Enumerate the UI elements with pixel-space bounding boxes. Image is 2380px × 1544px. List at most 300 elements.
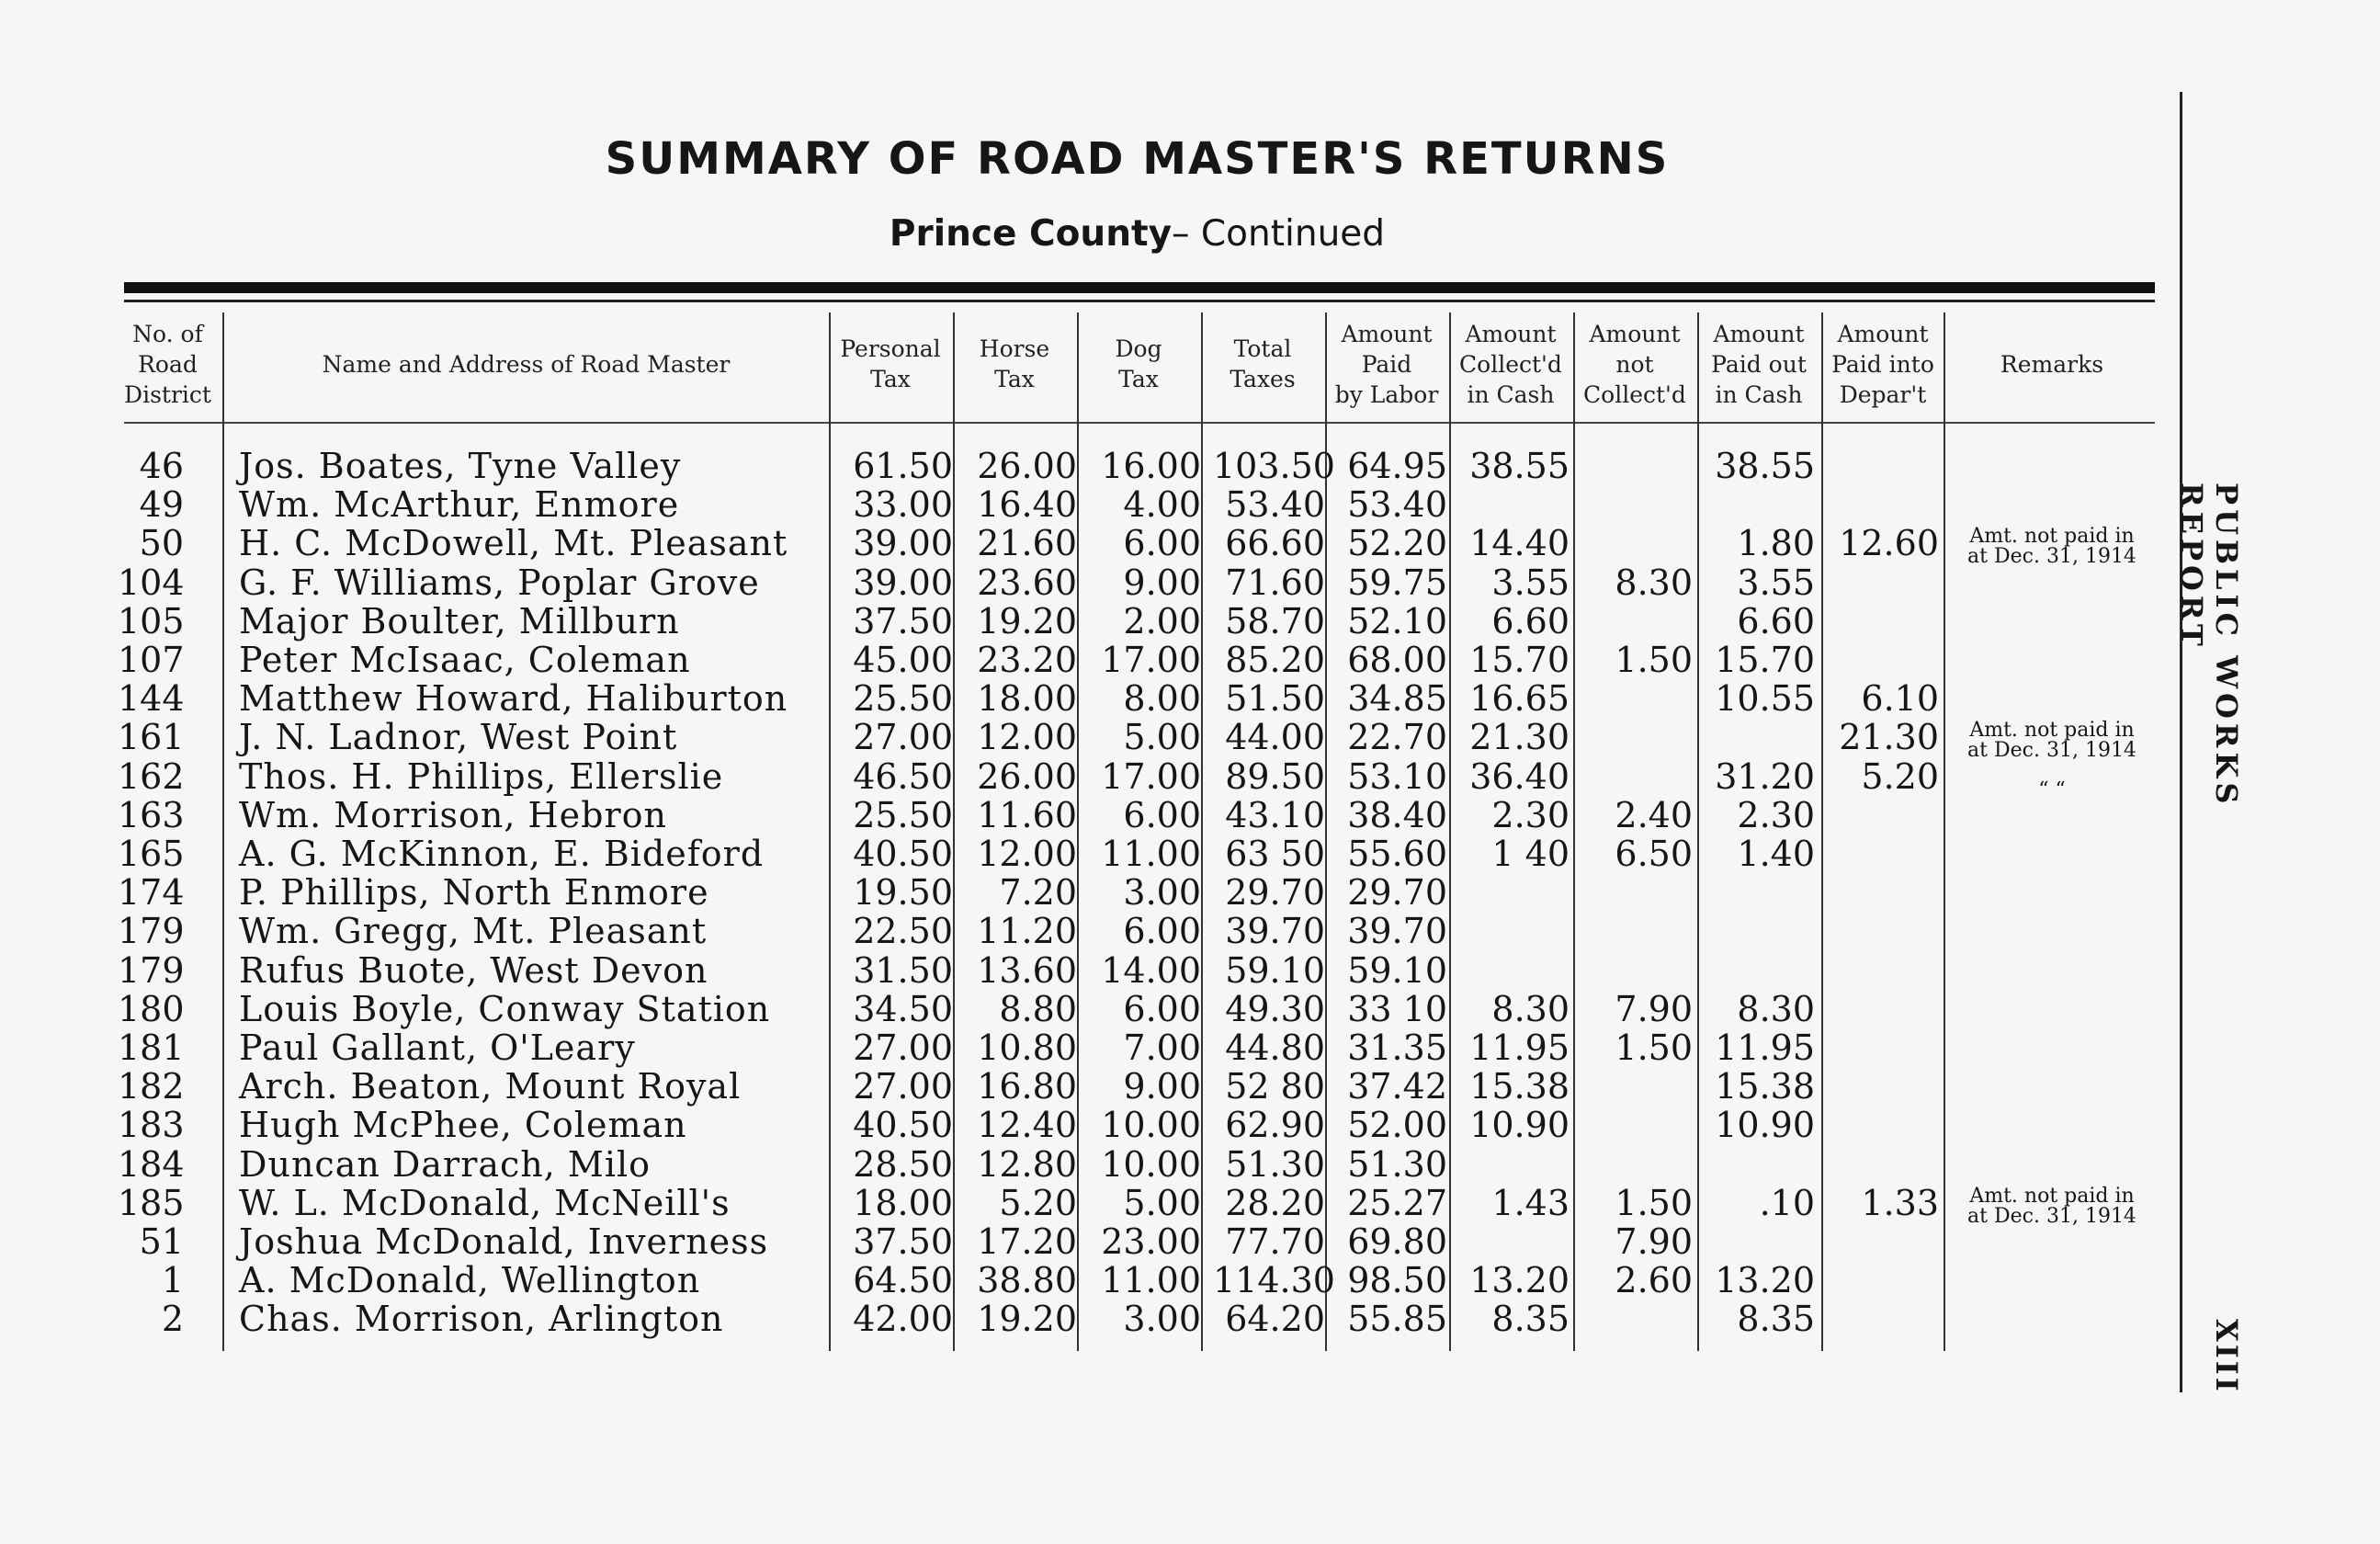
personal-tax-cell: 27.00 (853, 717, 953, 758)
dog-tax-cell: 3.00 (1123, 1299, 1201, 1340)
horse-tax-cell: 26.00 (977, 755, 1077, 797)
dog-tax-cell: 16.00 (1101, 446, 1201, 486)
collected-in-cash-cell: 3.55 (1491, 562, 1570, 603)
road-master-cell: W. L. McDonald, McNeill's (239, 1182, 731, 1223)
dog-tax-cell: 9.00 (1123, 562, 1201, 603)
not-collected-cell: 8.30 (1615, 562, 1693, 603)
table-row (0, 602, 2380, 641)
collected-in-cash-cell: 38.55 (1469, 446, 1570, 486)
total-taxes-cell: 29.70 (1225, 872, 1325, 914)
collected-in-cash-cell: 21.30 (1469, 717, 1570, 758)
paid-by-labor-cell: 68.00 (1347, 640, 1447, 680)
paid-by-labor-cell: 51.30 (1347, 1143, 1447, 1185)
road-master-cell: Joshua McDonald, Inverness (239, 1221, 769, 1262)
district-cell: 49 (139, 484, 184, 526)
not-collected-cell: 7.90 (1615, 988, 1693, 1029)
table-row (0, 912, 2380, 950)
paid-out-in-cash-cell: 10.90 (1715, 1105, 1815, 1146)
paid-by-labor-cell: 64.95 (1347, 446, 1447, 486)
collected-in-cash-cell: 10.90 (1469, 1105, 1570, 1146)
not-collected-cell (1581, 524, 1693, 562)
paid-into-department-cell (1827, 990, 1939, 1028)
paid-out-in-cash-cell: 11.95 (1715, 1027, 1815, 1068)
paid-into-department-cell: 12.60 (1839, 523, 1939, 564)
collected-in-cash-cell: 15.70 (1469, 640, 1570, 680)
total-taxes-cell: 44.80 (1225, 1027, 1325, 1068)
not-collected-cell (1581, 1067, 1693, 1106)
district-cell: 162 (118, 755, 185, 797)
personal-tax-cell: 45.00 (853, 640, 953, 680)
horse-tax-cell: 12.00 (977, 717, 1077, 758)
table-row (0, 1261, 2380, 1300)
total-taxes-cell: 51.50 (1225, 678, 1325, 720)
dog-tax-cell: 5.00 (1123, 717, 1201, 758)
collected-in-cash-cell: 36.40 (1469, 755, 1570, 797)
paid-by-labor-cell: 55.85 (1347, 1299, 1447, 1340)
district-cell: 165 (118, 834, 185, 874)
paid-into-department-cell (1827, 912, 1939, 950)
dog-tax-cell: 8.00 (1123, 678, 1201, 720)
collected-in-cash-cell: 13.20 (1469, 1260, 1570, 1301)
collected-in-cash-cell (1457, 1145, 1570, 1184)
paid-out-in-cash-cell: .10 (1759, 1182, 1815, 1223)
horse-tax-cell: 12.40 (977, 1105, 1077, 1146)
header-paid-by-labor: Amount Paid by Labor (1334, 320, 1439, 408)
horse-tax-cell: 23.20 (977, 640, 1077, 680)
page-number: XIII (2209, 1319, 2244, 1394)
table-row (0, 873, 2380, 912)
paid-by-labor-cell: 59.10 (1347, 949, 1447, 991)
paid-out-in-cash-cell (1703, 951, 1815, 990)
paid-out-in-cash-cell: 6.60 (1737, 600, 1815, 641)
personal-tax-cell: 34.50 (853, 988, 953, 1029)
page-subtitle (119, 213, 2155, 255)
horse-tax-cell: 5.20 (999, 1182, 1077, 1223)
paid-into-department-cell (1827, 641, 1939, 679)
horse-tax-cell: 19.20 (977, 1299, 1077, 1340)
dog-tax-cell: 11.00 (1101, 834, 1201, 874)
horse-tax-cell: 23.60 (977, 562, 1077, 603)
not-collected-cell (1581, 1106, 1693, 1144)
paid-by-labor-cell: 37.42 (1347, 1066, 1447, 1107)
not-collected-cell (1581, 1300, 1693, 1338)
table-row (0, 755, 2380, 801)
district-cell: 46 (139, 446, 184, 486)
road-master-cell: Peter McIsaac, Coleman (239, 640, 691, 680)
paid-into-department-cell: 21.30 (1839, 717, 1939, 758)
dog-tax-cell: 5.00 (1123, 1182, 1201, 1223)
horse-tax-cell: 7.20 (999, 872, 1077, 914)
paid-into-department-cell: 6.10 (1861, 678, 1939, 720)
not-collected-cell: 2.60 (1615, 1260, 1693, 1301)
not-collected-cell (1581, 602, 1693, 641)
district-cell: 181 (118, 1027, 185, 1068)
horse-tax-cell: 17.20 (977, 1221, 1077, 1262)
not-collected-cell (1581, 447, 1693, 485)
horse-tax-cell: 16.40 (977, 484, 1077, 526)
total-taxes-cell: 62.90 (1225, 1105, 1325, 1146)
paid-by-labor-cell: 98.50 (1347, 1260, 1447, 1301)
paid-out-in-cash-cell: 38.55 (1715, 446, 1815, 486)
district-cell: 50 (139, 523, 184, 564)
road-master-cell: Rufus Buote, West Devon (239, 949, 708, 991)
dog-tax-cell: 9.00 (1123, 1066, 1201, 1107)
personal-tax-cell: 39.00 (853, 562, 953, 603)
collected-in-cash-cell: 16.65 (1469, 678, 1570, 720)
road-master-cell: Louis Boyle, Conway Station (239, 988, 771, 1029)
total-taxes-cell: 71.60 (1225, 562, 1325, 603)
dog-tax-cell: 4.00 (1123, 484, 1201, 526)
total-taxes-cell: 44.00 (1225, 717, 1325, 758)
not-collected-cell (1581, 873, 1693, 912)
collected-in-cash-cell: 8.30 (1491, 988, 1570, 1029)
dog-tax-cell: 6.00 (1123, 794, 1201, 835)
not-collected-cell: 6.50 (1615, 834, 1693, 874)
table-row (0, 447, 2380, 485)
district-cell: 161 (118, 717, 185, 758)
paid-out-in-cash-cell (1703, 873, 1815, 912)
horse-tax-cell: 26.00 (977, 446, 1077, 486)
paid-into-department-cell (1827, 1222, 1939, 1261)
not-collected-cell (1581, 485, 1693, 524)
dog-tax-cell: 11.00 (1101, 1260, 1201, 1301)
table-row (0, 796, 2380, 834)
personal-tax-cell: 42.00 (853, 1299, 953, 1340)
personal-tax-cell: 27.00 (853, 1027, 953, 1068)
district-cell: 1 (161, 1260, 184, 1301)
table-row (0, 1067, 2380, 1106)
table-row (0, 485, 2380, 524)
road-master-cell: Wm. Gregg, Mt. Pleasant (239, 911, 708, 952)
total-taxes-cell: 49.30 (1225, 988, 1325, 1029)
horse-tax-cell: 12.80 (977, 1143, 1077, 1185)
road-master-cell: P. Phillips, North Enmore (239, 872, 709, 914)
paid-into-department-cell (1827, 951, 1939, 990)
paid-out-in-cash-cell: 8.30 (1737, 988, 1815, 1029)
personal-tax-cell: 19.50 (853, 872, 953, 914)
dog-tax-cell: 6.00 (1123, 911, 1201, 952)
district-cell: 104 (118, 562, 185, 603)
personal-tax-cell: 25.50 (853, 794, 953, 835)
road-master-cell: J. N. Ladnor, West Point (239, 717, 678, 758)
not-collected-cell: 1.50 (1615, 640, 1693, 680)
personal-tax-cell: 33.00 (853, 484, 953, 526)
header-dog-tax: Dog Tax (1115, 335, 1162, 392)
paid-by-labor-cell: 29.70 (1347, 872, 1447, 914)
personal-tax-cell: 31.50 (853, 949, 953, 991)
total-taxes-cell: 64.20 (1225, 1299, 1325, 1340)
paid-by-labor-cell: 52.10 (1347, 600, 1447, 641)
personal-tax-cell: 40.50 (853, 1105, 953, 1146)
table-row (0, 1222, 2380, 1261)
county-name: Prince County (889, 213, 1173, 255)
paid-into-department-cell (1827, 1300, 1939, 1338)
personal-tax-cell: 39.00 (853, 523, 953, 564)
dog-tax-cell: 10.00 (1101, 1105, 1201, 1146)
collected-in-cash-cell (1457, 951, 1570, 990)
paid-by-labor-cell: 38.40 (1347, 794, 1447, 835)
remark-cell: Amt. not paid in at Dec. 31, 1914 (1967, 719, 2136, 763)
district-cell: 174 (118, 872, 185, 914)
header-collected-in-cash: Amount Collect'd in Cash (1459, 320, 1562, 408)
district-cell: 184 (118, 1143, 185, 1185)
paid-into-department-cell (1827, 1106, 1939, 1144)
paid-out-in-cash-cell: 1.80 (1737, 523, 1815, 564)
not-collected-cell: 2.40 (1615, 794, 1693, 835)
paid-out-in-cash-cell (1703, 718, 1815, 756)
personal-tax-cell: 25.50 (853, 678, 953, 720)
total-taxes-cell: 114.30 (1213, 1260, 1335, 1301)
total-taxes-cell: 59.10 (1225, 949, 1325, 991)
paid-by-labor-cell: 69.80 (1347, 1221, 1447, 1262)
dog-tax-cell: 17.00 (1101, 755, 1201, 797)
road-master-cell: A. G. McKinnon, E. Bideford (239, 834, 765, 874)
paid-out-in-cash-cell: 31.20 (1715, 755, 1815, 797)
paid-out-in-cash-cell: 8.35 (1737, 1299, 1815, 1340)
table-row (0, 523, 2380, 569)
header-personal-tax: Personal Tax (840, 335, 941, 392)
personal-tax-cell: 61.50 (853, 446, 953, 486)
remark-cell: “ “ (2038, 778, 2066, 801)
not-collected-cell (1581, 951, 1693, 990)
dog-tax-cell: 2.00 (1123, 600, 1201, 641)
paid-out-in-cash-cell (1703, 912, 1815, 950)
table-row (0, 1028, 2380, 1067)
paid-out-in-cash-cell: 15.38 (1715, 1066, 1815, 1107)
paid-into-department-cell (1827, 873, 1939, 912)
not-collected-cell: 1.50 (1615, 1182, 1693, 1223)
paid-into-department-cell (1827, 1028, 1939, 1067)
dog-tax-cell: 17.00 (1101, 640, 1201, 680)
total-taxes-cell: 43.10 (1225, 794, 1325, 835)
paid-into-department-cell: 5.20 (1861, 755, 1939, 797)
paid-by-labor-cell: 52.00 (1347, 1105, 1447, 1146)
header-total-taxes: Total Taxes (1230, 335, 1296, 392)
horse-tax-cell: 21.60 (977, 523, 1077, 564)
collected-in-cash-cell: 15.38 (1469, 1066, 1570, 1107)
horse-tax-cell: 18.00 (977, 678, 1077, 720)
paid-by-labor-cell: 52.20 (1347, 523, 1447, 564)
road-master-cell: Major Boulter, Millburn (239, 600, 680, 641)
table-row (0, 1106, 2380, 1144)
collected-in-cash-cell: 2.30 (1491, 794, 1570, 835)
paid-into-department-cell (1827, 563, 1939, 602)
district-cell: 2 (161, 1299, 184, 1340)
district-cell: 107 (118, 640, 185, 680)
remark-cell: Amt. not paid in at Dec. 31, 1914 (1967, 1184, 2136, 1228)
horse-tax-cell: 16.80 (977, 1066, 1077, 1107)
district-cell: 105 (118, 600, 185, 641)
not-collected-cell (1581, 1145, 1693, 1184)
not-collected-cell (1581, 679, 1693, 718)
collected-in-cash-cell (1457, 485, 1570, 524)
dog-tax-cell: 23.00 (1101, 1221, 1201, 1262)
margin-rule (2180, 92, 2182, 1392)
paid-out-in-cash-cell: 13.20 (1715, 1260, 1815, 1301)
table-row (0, 1182, 2380, 1228)
horse-tax-cell: 38.80 (977, 1260, 1077, 1301)
paid-into-department-cell: 1.33 (1861, 1182, 1939, 1223)
horse-tax-cell: 19.20 (977, 600, 1077, 641)
paid-into-department-cell (1827, 796, 1939, 834)
personal-tax-cell: 64.50 (853, 1260, 953, 1301)
collected-in-cash-cell: 14.40 (1469, 523, 1570, 564)
header-rule (124, 422, 2155, 424)
personal-tax-cell: 37.50 (853, 600, 953, 641)
paid-into-department-cell (1827, 447, 1939, 485)
header-district: No. of Road District (124, 320, 211, 408)
paid-by-labor-cell: 22.70 (1347, 717, 1447, 758)
district-cell: 163 (118, 794, 185, 835)
collected-in-cash-cell: 6.60 (1491, 600, 1570, 641)
header-paid-out-in-cash: Amount Paid out in Cash (1711, 320, 1807, 408)
personal-tax-cell: 27.00 (853, 1066, 953, 1107)
district-cell: 180 (118, 988, 185, 1029)
remark-cell: Amt. not paid in at Dec. 31, 1914 (1967, 525, 2136, 569)
dog-tax-cell: 14.00 (1101, 949, 1201, 991)
paid-by-labor-cell: 25.27 (1347, 1182, 1447, 1223)
personal-tax-cell: 18.00 (853, 1182, 953, 1223)
road-master-cell: G. F. Williams, Poplar Grove (239, 562, 760, 603)
road-master-cell: Duncan Darrach, Milo (239, 1143, 652, 1185)
total-taxes-cell: 89.50 (1225, 755, 1325, 797)
top-rule-thin (124, 300, 2155, 302)
table-row (0, 1300, 2380, 1338)
road-master-cell: Arch. Beaton, Mount Royal (239, 1066, 742, 1107)
district-cell: 179 (118, 949, 185, 991)
dog-tax-cell: 10.00 (1101, 1143, 1201, 1185)
table-row (0, 1145, 2380, 1184)
dog-tax-cell: 6.00 (1123, 988, 1201, 1029)
road-master-cell: Wm. McArthur, Enmore (239, 484, 680, 526)
paid-by-labor-cell: 31.35 (1347, 1027, 1447, 1068)
paid-by-labor-cell: 59.75 (1347, 562, 1447, 603)
dog-tax-cell: 7.00 (1123, 1027, 1201, 1068)
paid-out-in-cash-cell: 1.40 (1737, 834, 1815, 874)
personal-tax-cell: 40.50 (853, 834, 953, 874)
table-row (0, 990, 2380, 1028)
total-taxes-cell: 28.20 (1225, 1182, 1325, 1223)
continued-label: – Continued (1172, 213, 1386, 255)
personal-tax-cell: 28.50 (853, 1143, 953, 1185)
district-cell: 51 (139, 1221, 184, 1262)
total-taxes-cell: 85.20 (1225, 640, 1325, 680)
horse-tax-cell: 12.00 (977, 834, 1077, 874)
paid-out-in-cash-cell (1703, 1145, 1815, 1184)
table-row (0, 563, 2380, 602)
district-cell: 179 (118, 911, 185, 952)
paid-by-labor-cell: 55.60 (1347, 834, 1447, 874)
paid-out-in-cash-cell: 2.30 (1737, 794, 1815, 835)
table-row (0, 641, 2380, 679)
paid-by-labor-cell: 33 10 (1347, 988, 1447, 1029)
paid-out-in-cash-cell (1703, 1222, 1815, 1261)
header-paid-into-department: Amount Paid into Depar't (1831, 320, 1934, 408)
horse-tax-cell: 11.60 (977, 794, 1077, 835)
table-row (0, 679, 2380, 718)
horse-tax-cell: 13.60 (977, 949, 1077, 991)
paid-into-department-cell (1827, 834, 1939, 873)
total-taxes-cell: 77.70 (1225, 1221, 1325, 1262)
total-taxes-cell: 52 80 (1225, 1066, 1325, 1107)
collected-in-cash-cell: 11.95 (1469, 1027, 1570, 1068)
horse-tax-cell: 10.80 (977, 1027, 1077, 1068)
paid-by-labor-cell: 53.10 (1347, 755, 1447, 797)
road-master-cell: Hugh McPhee, Coleman (239, 1105, 687, 1146)
collected-in-cash-cell: 1.43 (1491, 1182, 1570, 1223)
district-cell: 144 (118, 678, 185, 720)
not-collected-cell (1581, 912, 1693, 950)
personal-tax-cell: 46.50 (853, 755, 953, 797)
table-row (0, 951, 2380, 990)
paid-into-department-cell (1827, 1261, 1939, 1300)
district-cell: 183 (118, 1105, 185, 1146)
top-rule-thick (124, 282, 2155, 293)
paid-by-labor-cell: 53.40 (1347, 484, 1447, 526)
not-collected-cell (1581, 757, 1693, 796)
paid-into-department-cell (1827, 485, 1939, 524)
horse-tax-cell: 8.80 (999, 988, 1077, 1029)
collected-in-cash-cell (1457, 1222, 1570, 1261)
collected-in-cash-cell: 8.35 (1491, 1299, 1570, 1340)
header-horse-tax: Horse Tax (979, 335, 1050, 392)
table-row (0, 717, 2380, 763)
collected-in-cash-cell (1457, 873, 1570, 912)
paid-out-in-cash-cell (1703, 485, 1815, 524)
total-taxes-cell: 66.60 (1225, 523, 1325, 564)
total-taxes-cell: 39.70 (1225, 911, 1325, 952)
total-taxes-cell: 63 50 (1225, 834, 1325, 874)
dog-tax-cell: 6.00 (1123, 523, 1201, 564)
paid-into-department-cell (1827, 1145, 1939, 1184)
paid-out-in-cash-cell: 15.70 (1715, 640, 1815, 680)
page-title: SUMMARY OF ROAD MASTER'S RETURNS (605, 133, 1670, 185)
district-cell: 185 (118, 1182, 185, 1223)
paid-into-department-cell (1827, 602, 1939, 641)
personal-tax-cell: 22.50 (853, 911, 953, 952)
road-master-cell: Matthew Howard, Haliburton (239, 678, 788, 720)
total-taxes-cell: 53.40 (1225, 484, 1325, 526)
road-master-cell: Chas. Morrison, Arlington (239, 1299, 724, 1340)
paid-by-labor-cell: 39.70 (1347, 911, 1447, 952)
collected-in-cash-cell (1457, 912, 1570, 950)
header-name: Name and Address of Road Master (322, 350, 731, 378)
not-collected-cell: 1.50 (1615, 1027, 1693, 1068)
paid-out-in-cash-cell: 3.55 (1737, 562, 1815, 603)
not-collected-cell: 7.90 (1615, 1221, 1693, 1262)
road-master-cell: H. C. McDowell, Mt. Pleasant (239, 523, 788, 564)
road-master-cell: A. McDonald, Wellington (239, 1260, 701, 1301)
total-taxes-cell: 51.30 (1225, 1143, 1325, 1185)
paid-into-department-cell (1827, 1067, 1939, 1106)
dog-tax-cell: 3.00 (1123, 872, 1201, 914)
paid-by-labor-cell: 34.85 (1347, 678, 1447, 720)
collected-in-cash-cell: 1 40 (1491, 834, 1570, 874)
header-not-collected: Amount not Collect'd (1583, 320, 1686, 408)
total-taxes-cell: 103.50 (1213, 446, 1335, 486)
header-remarks: Remarks (2000, 350, 2104, 378)
road-master-cell: Wm. Morrison, Hebron (239, 794, 667, 835)
road-master-cell: Paul Gallant, O'Leary (239, 1027, 636, 1068)
road-master-cell: Jos. Boates, Tyne Valley (239, 446, 682, 486)
table-row (0, 834, 2380, 873)
paid-out-in-cash-cell: 10.55 (1715, 678, 1815, 720)
district-cell: 182 (118, 1066, 185, 1107)
personal-tax-cell: 37.50 (853, 1221, 953, 1262)
road-master-cell: Thos. H. Phillips, Ellerslie (239, 755, 724, 797)
running-head: PUBLIC WORKS REPORT (2174, 482, 2244, 809)
horse-tax-cell: 11.20 (977, 911, 1077, 952)
